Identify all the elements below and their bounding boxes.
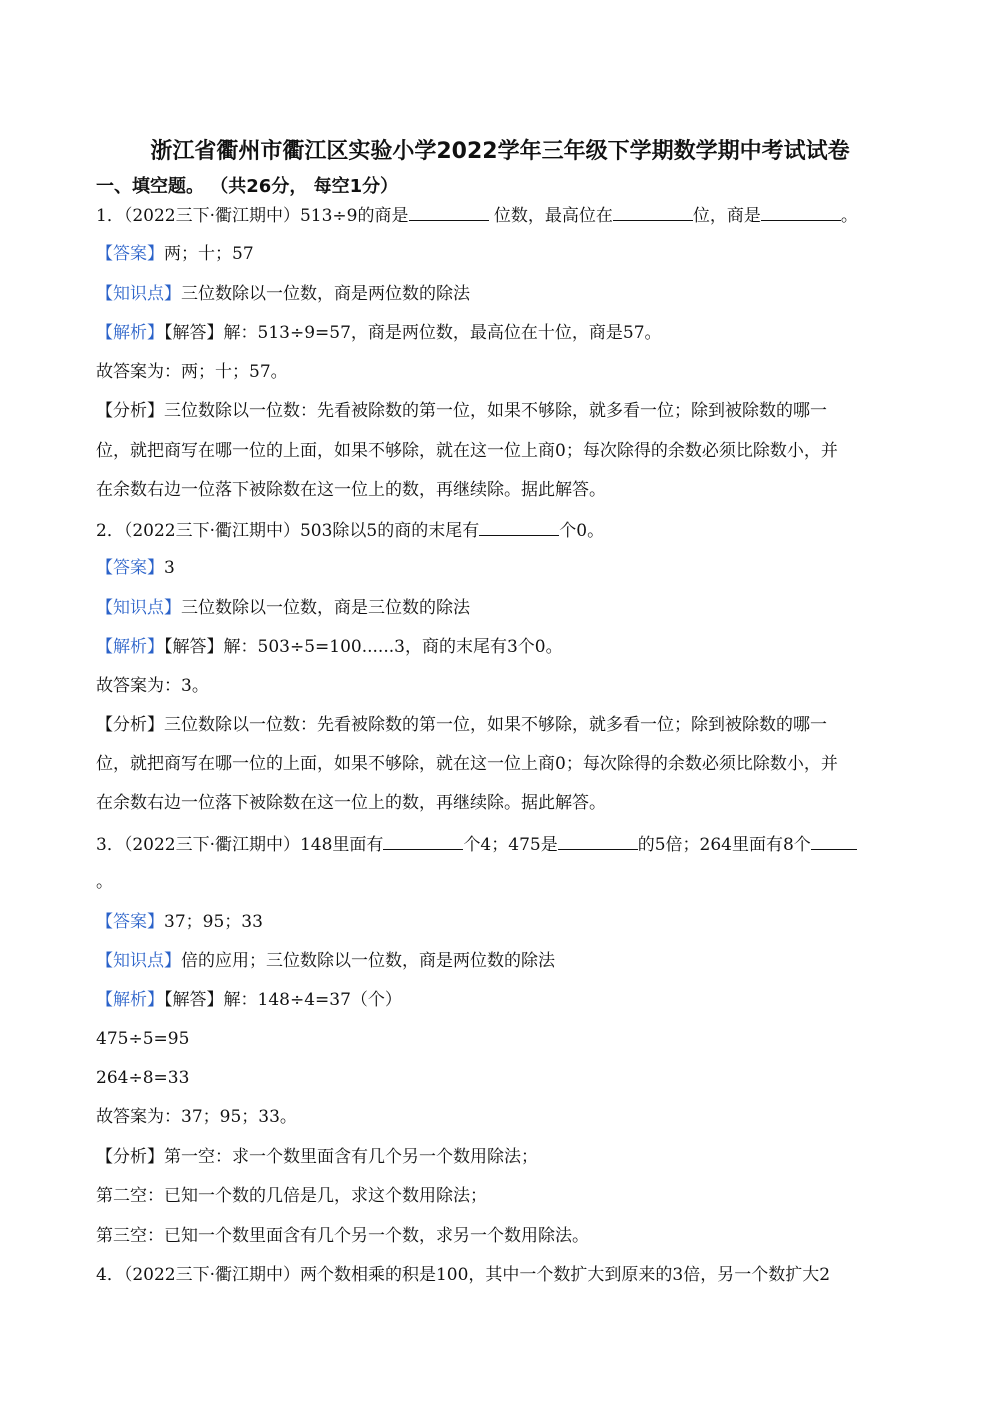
q2-fenxi-line: 在余数右边一位落下被除数在这一位上的数，再继续除。据此解答。 [96,793,606,813]
analysis-tag: 【解析】 [96,990,164,1010]
q3-final: 故答案为：37；95；33。 [96,1107,297,1127]
q3-fenxi-line: 【分析】第一空：求一个数里面含有几个另一个数用除法； [96,1147,538,1167]
q3-solution: 【解析】【解答】解：148÷4=37（个） [96,990,402,1010]
q3-answer: 【答案】37；95；33 [96,912,263,932]
question-2: 2．（2022三下·衢江期中）503除以5的商的末尾有 个0。 [96,517,604,543]
q2-final: 故答案为：3。 [96,676,209,696]
answer-blank[interactable] [811,831,857,850]
page-title: 浙江省衢州市衢江区实验小学2022学年三年级下学期数学期中考试试卷 [150,139,850,164]
q3-calc: 264÷8=33 [96,1068,190,1088]
q1-fenxi-line: 【分析】三位数除以一位数：先看被除数的第一位，如果不够除，就多看一位；除到被除数的哪一 [96,401,827,421]
q2-answer: 【答案】3 [96,558,175,578]
q3-knowledge: 【知识点】倍的应用；三位数除以一位数，商是两位数的除法 [96,951,555,971]
answer-blank[interactable] [761,202,841,221]
answer-tag: 【答案】 [96,244,164,264]
answer-blank[interactable] [409,202,489,221]
q3-calc: 475÷5=95 [96,1029,190,1049]
answer-blank[interactable] [479,517,559,536]
q1-final: 故答案为：两；十；57。 [96,362,288,382]
answer-blank[interactable] [383,831,463,850]
section-heading: 一、填空题。 （共26分， 每空1分） [96,176,399,197]
knowledge-tag: 【知识点】 [96,598,181,618]
q3-trailing-punct: 。 [96,872,113,892]
q3-fenxi-line: 第三空：已知一个数里面含有几个另一个数，求另一个数用除法。 [96,1226,589,1246]
analysis-tag: 【解析】 [96,323,164,343]
knowledge-tag: 【知识点】 [96,951,181,971]
knowledge-tag: 【知识点】 [96,284,181,304]
q1-answer: 【答案】两；十；57 [96,244,254,264]
question-4: 4．（2022三下·衢江期中）两个数相乘的积是100，其中一个数扩大到原来的3倍，另一个数扩大2 [96,1265,831,1285]
question-3: 3．（2022三下·衢江期中）148里面有 个4；475是 的5倍；264里面有8个 [96,831,857,857]
answer-blank[interactable] [558,831,638,850]
question-1: 1．（2022三下·衢江期中）513÷9的商是 位数，最高位在 位，商是 。 [96,202,858,228]
q1-solution: 【解析】【解答】解：513÷9=57，商是两位数，最高位在十位，商是57。 [96,323,662,343]
q1-knowledge: 【知识点】三位数除以一位数，商是两位数的除法 [96,284,470,304]
q2-fenxi-line: 位，就把商写在哪一位的上面，如果不够除，就在这一位上商0；每次除得的余数必须比除数小，并 [96,754,838,774]
answer-blank[interactable] [613,202,693,221]
answer-tag: 【答案】 [96,912,164,932]
answer-tag: 【答案】 [96,558,164,578]
q3-fenxi-line: 第二空：已知一个数的几倍是几，求这个数用除法； [96,1186,487,1206]
q2-solution: 【解析】【解答】解：503÷5=100......3，商的末尾有3个0。 [96,637,563,657]
q2-knowledge: 【知识点】三位数除以一位数，商是三位数的除法 [96,598,470,618]
analysis-tag: 【解析】 [96,637,164,657]
q2-fenxi-line: 【分析】三位数除以一位数：先看被除数的第一位，如果不够除，就多看一位；除到被除数的哪一 [96,715,827,735]
q1-fenxi-line: 在余数右边一位落下被除数在这一位上的数，再继续除。据此解答。 [96,480,606,500]
q1-fenxi-line: 位，就把商写在哪一位的上面，如果不够除，就在这一位上商0；每次除得的余数必须比除数小，并 [96,441,838,461]
